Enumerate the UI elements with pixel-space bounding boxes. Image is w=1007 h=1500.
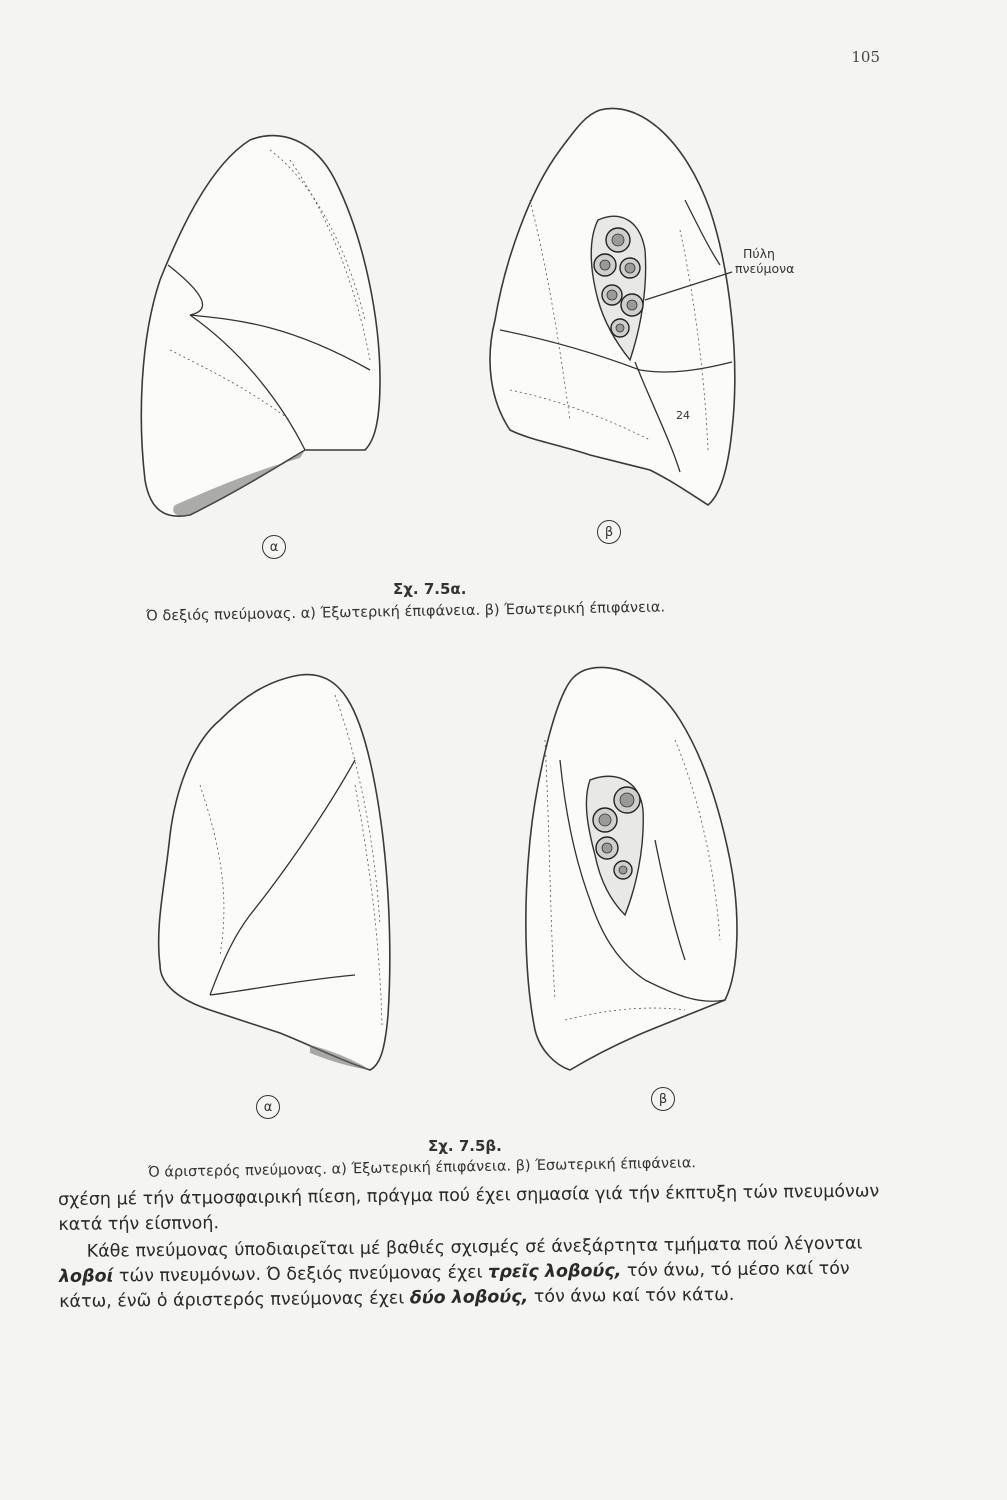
term-two-lobes: δύο λοβούς,: [409, 1287, 529, 1309]
panel-label-a: α: [256, 1095, 280, 1119]
text-run: τόν άνω καί τόν κάτω.: [528, 1284, 735, 1308]
figure-caption: Ό άριστερός πνεύμονας. α) Έξωτερική έπιφάνεια. β) Έσωτερική έπιφάνεια.: [147, 1155, 697, 1181]
hilum-annotation: [735, 246, 794, 276]
term-lobes: λοβοί: [58, 1266, 114, 1287]
paragraph: σχέση μέ τήν άτμοσφαιρική πίεση, πράγμα πού έχει σημασία γιά τήν έκπτυξη τών πνευμόνων κατά τήν είσπνοή.: [58, 1181, 880, 1235]
term-three-lobes: τρεῖς λοβούς,: [488, 1261, 622, 1283]
body-text: [58, 1179, 899, 1315]
panel-label-b: β: [651, 1087, 675, 1111]
right-lung-external-illustration: [130, 120, 400, 530]
hilum-label-line1: Πύλη: [743, 246, 775, 261]
right-lung-internal-illustration: [470, 100, 750, 520]
reference-number: 24: [676, 409, 690, 422]
left-lung-internal-illustration: [515, 660, 755, 1080]
panel-label-b: β: [597, 520, 621, 544]
figure-number: Σχ. 7.5α.: [393, 580, 467, 598]
left-lung-external-illustration: [140, 665, 400, 1085]
text-run: Κάθε πνεύμονας ύποδιαιρεῖται μέ βαθιές σχισμές σέ άνεξάρτητα τμήματα πού λέγονται: [86, 1233, 863, 1262]
text-run: τόν άνω, τό μέσο καί τόν κάτω, ένῶ ὁ άριστερός πνεύμονας έχει: [59, 1258, 850, 1312]
panel-label-a: α: [262, 535, 286, 559]
page-number: 105: [851, 48, 880, 66]
figure-number: Σχ. 7.5β.: [428, 1137, 502, 1155]
figure-caption: Ό δεξιός πνεύμονας. α) Έξωτερική έπιφάνεια. β) Έσωτερική έπιφάνεια.: [145, 599, 666, 625]
text-run: τών πνευμόνων. Ό δεξιός πνεύμονας έχει: [113, 1262, 489, 1287]
hilum-label-line2: πνεύμονα: [735, 261, 795, 276]
paragraph: [59, 1231, 900, 1315]
